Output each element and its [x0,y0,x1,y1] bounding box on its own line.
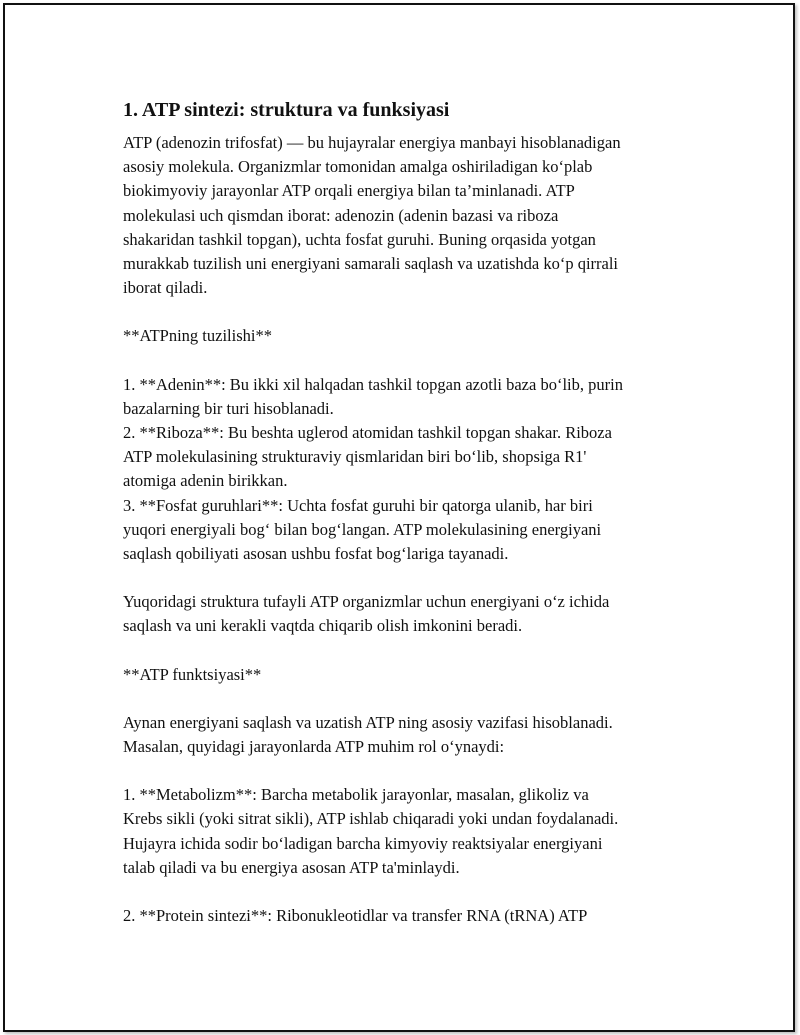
text-line: 2. **Protein sintezi**: Ribonukleotidlar va transfer RNA (tRNA) ATP [123,906,588,926]
document-page [3,3,795,1032]
function-heading: **ATP funktsiyasi** [123,664,262,684]
text-line: iborat qiladi. [123,278,208,298]
text-line: murakkab tuzilish uni energiyani samarali saqlash va uzatishda ko‘p qirrali [123,254,619,274]
text-line: ATP (adenozin trifosfat) — bu hujayralar energiya manbayi hisoblanadigan [123,133,621,152]
list-item-riboza [123,421,683,494]
text-line: Krebs sikli (yoki sitrat sikli), ATP ishlab chiqaradi yoki undan foydalanadi. [123,809,619,829]
text-line: bazalarning bir turi hisoblanadi. [123,398,334,418]
text-line: Yuqoridagi struktura tufayli ATP organizmlar uchun energiyani o‘z ichida [123,592,610,612]
function-intro [123,711,683,759]
text-line: 1. **Adenin**: Bu ikki xil halqadan tashkil topgan azotli baza bo‘lib, purin [123,374,623,394]
intro-paragraph [123,131,683,300]
structure-heading: **ATPning tuzilishi** [123,326,272,346]
text-line: saqlash qobiliyati asosan ushbu fosfat bog‘lariga tayanadi. [123,544,509,564]
structure-summary [123,590,683,638]
text-line: atomiga adenin birikkan. [123,471,288,491]
text-line: molekulasi uch qismdan iborat: adenozin (adenin bazasi va riboza [123,205,559,225]
text-line: yuqori energiyali bog‘ bilan bog‘langan. ATP molekulasining energiyani [123,519,602,539]
list-item-metabolizm [123,783,683,880]
text-line: shakaridan tashkil topgan), uchta fosfat guruhi. Buning orqasida yotgan [123,229,596,249]
text-line: Masalan, quyidagi jarayonlarda ATP muhim rol o‘ynaydi: [123,737,505,757]
text-line: asosiy molekula. Organizmlar tomonidan amalga oshiriladigan ko‘plab [123,157,593,177]
text-line: 2. **Riboza**: Bu beshta uglerod atomidan tashkil topgan shakar. Riboza [123,423,612,443]
text-line: 1. **Metabolizm**: Barcha metabolik jarayonlar, masalan, glikoliz va [123,785,589,805]
text-line: 3. **Fosfat guruhlari**: Uchta fosfat guruhi bir qatorga ulanib, har biri [123,495,593,515]
list-item-fosfat [123,494,683,567]
list-item-adenin [123,373,683,421]
document-body [123,97,683,928]
text-line: talab qiladi va bu energiya asosan ATP ta'minlaydi. [123,857,460,877]
list-item-protein-sintezi [123,904,683,928]
text-line: Aynan energiyani saqlash va uzatish ATP ning asosiy vazifasi hisoblanadi. [123,712,613,732]
text-line: biokimyoviy jarayonlar ATP orqali energiya bilan ta’minlanadi. ATP [123,181,575,201]
text-line: ATP molekulasining strukturaviy qismlaridan biri bo‘lib, shopsiga R1' [123,447,587,467]
document-title: 1. ATP sintezi: struktura va funksiyasi [123,99,450,121]
text-line: saqlash va uni kerakli vaqtda chiqarib olish imkonini beradi. [123,616,523,636]
structure-list [123,373,683,567]
text-line: Hujayra ichida sodir bo‘ladigan barcha kimyoviy reaktsiyalar energiyani [123,833,603,853]
